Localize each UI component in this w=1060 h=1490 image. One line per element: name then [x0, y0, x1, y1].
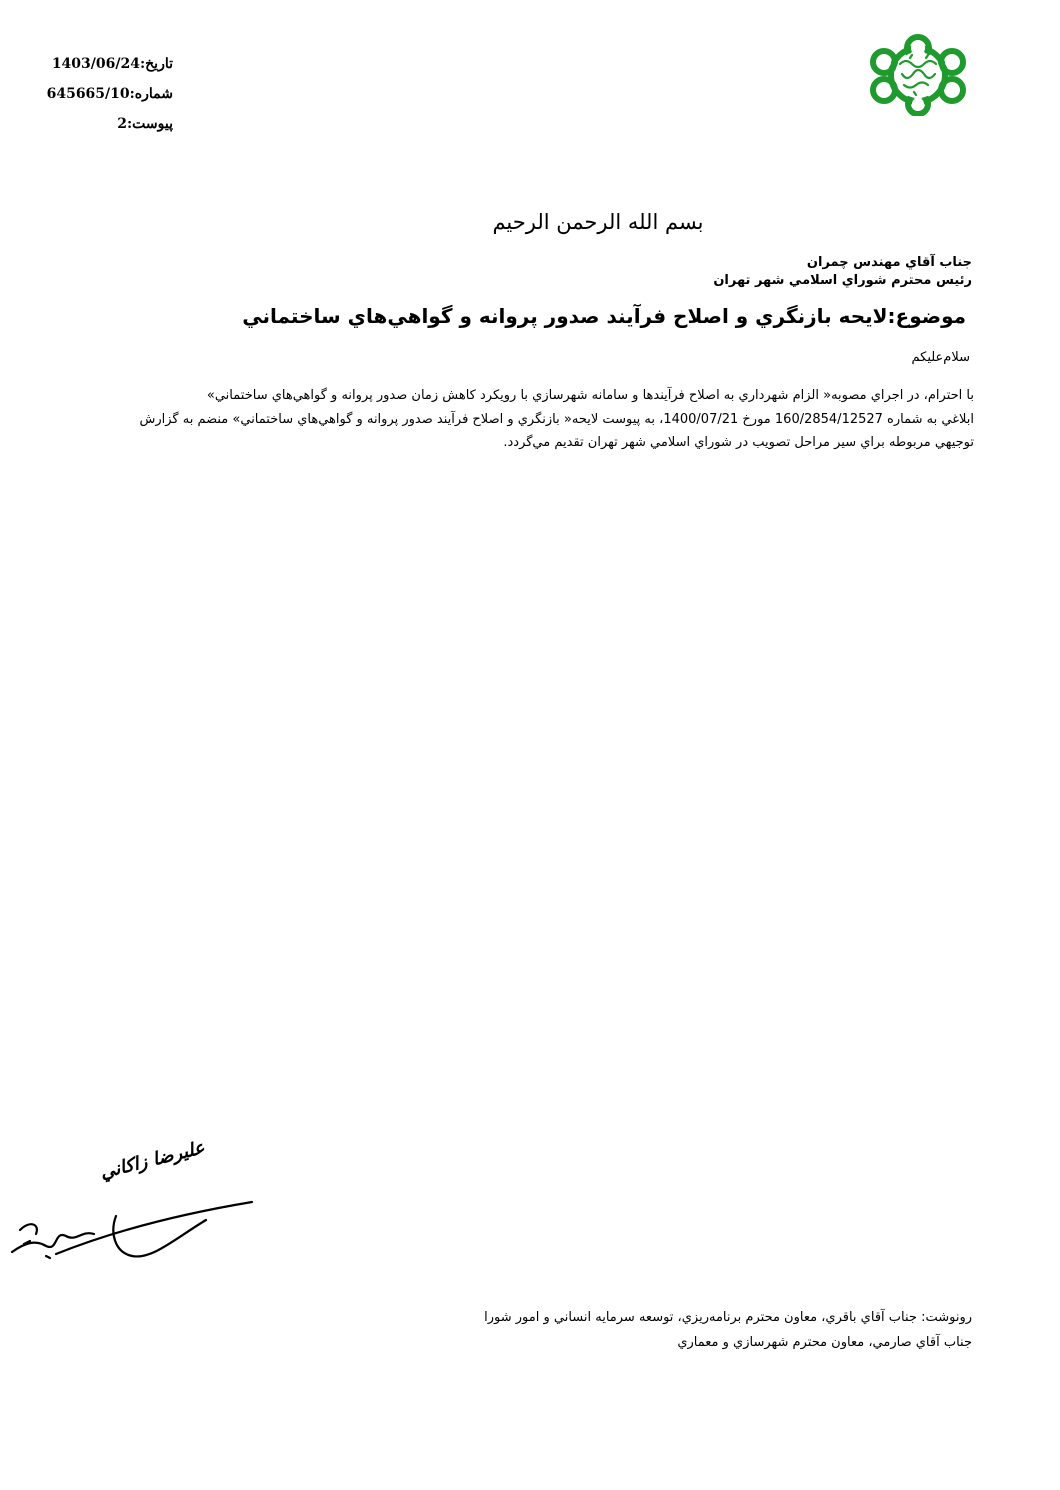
attachment-line — [48, 114, 173, 144]
tehran-council-logo-icon — [864, 34, 972, 116]
recipient-title: رئيس محترم شوراي اسلامي شهر تهران — [713, 273, 972, 288]
number-label: شماره: — [129, 86, 173, 102]
handwritten-signature-icon — [6, 1190, 256, 1262]
recipient-block — [713, 254, 972, 290]
bismillah-heading: بسم الله الرحمن الرحيم — [492, 210, 704, 234]
cc-line: رونوشت: جناب آقاي باقري، معاون محترم برنامه‌ريزي، توسعه سرمايه انساني و امور شورا — [484, 1310, 972, 1325]
subject-line: موضوع:لايحه بازنگري و اصلاح فرآيند صدور پروانه و گواهي‌هاي ساختماني — [242, 304, 966, 328]
salutation: سلام‌عليكم — [911, 350, 970, 365]
date-value: 1403/06/24 — [51, 56, 140, 72]
cc-line: جناب آقاي صارمي، معاون محترم شهرسازي و معماري — [677, 1335, 972, 1350]
recipient-name: جناب آقاي مهندس چمران — [806, 255, 972, 270]
letter-metadata — [48, 54, 173, 144]
attachment-label: پيوست: — [127, 116, 173, 132]
attachment-value: 2 — [117, 116, 127, 132]
body-line: ابلاغي به شماره 160/2854/12527 مورخ 1400/07/21، به پيوست لايحه« بازنگري و اصلاح فرآيند صدور پروانه و گواهي‌هاي ساختماني» منضم به گزارش — [139, 411, 974, 427]
body-line: توجيهي مربوطه براي سير مراحل تصويب در شوراي اسلامي شهر تهران تقديم مي‌گردد. — [503, 435, 974, 450]
body-line: با احترام، در اجراي مصوبه« الزام شهرداري به اصلاح فرآيندها و سامانه شهرسازي با رويكرد كاهش زمان صدور پروانه و گواهي‌هاي ساختماني» — [206, 388, 974, 403]
date-label: تاريخ: — [139, 56, 173, 72]
letter-body — [30, 384, 974, 455]
number-line — [48, 84, 173, 114]
signature-name: عليرضا زاكاني — [98, 1137, 207, 1184]
date-line — [48, 54, 173, 84]
number-value: 645665/10 — [46, 86, 130, 102]
carbon-copy-block — [484, 1305, 972, 1355]
